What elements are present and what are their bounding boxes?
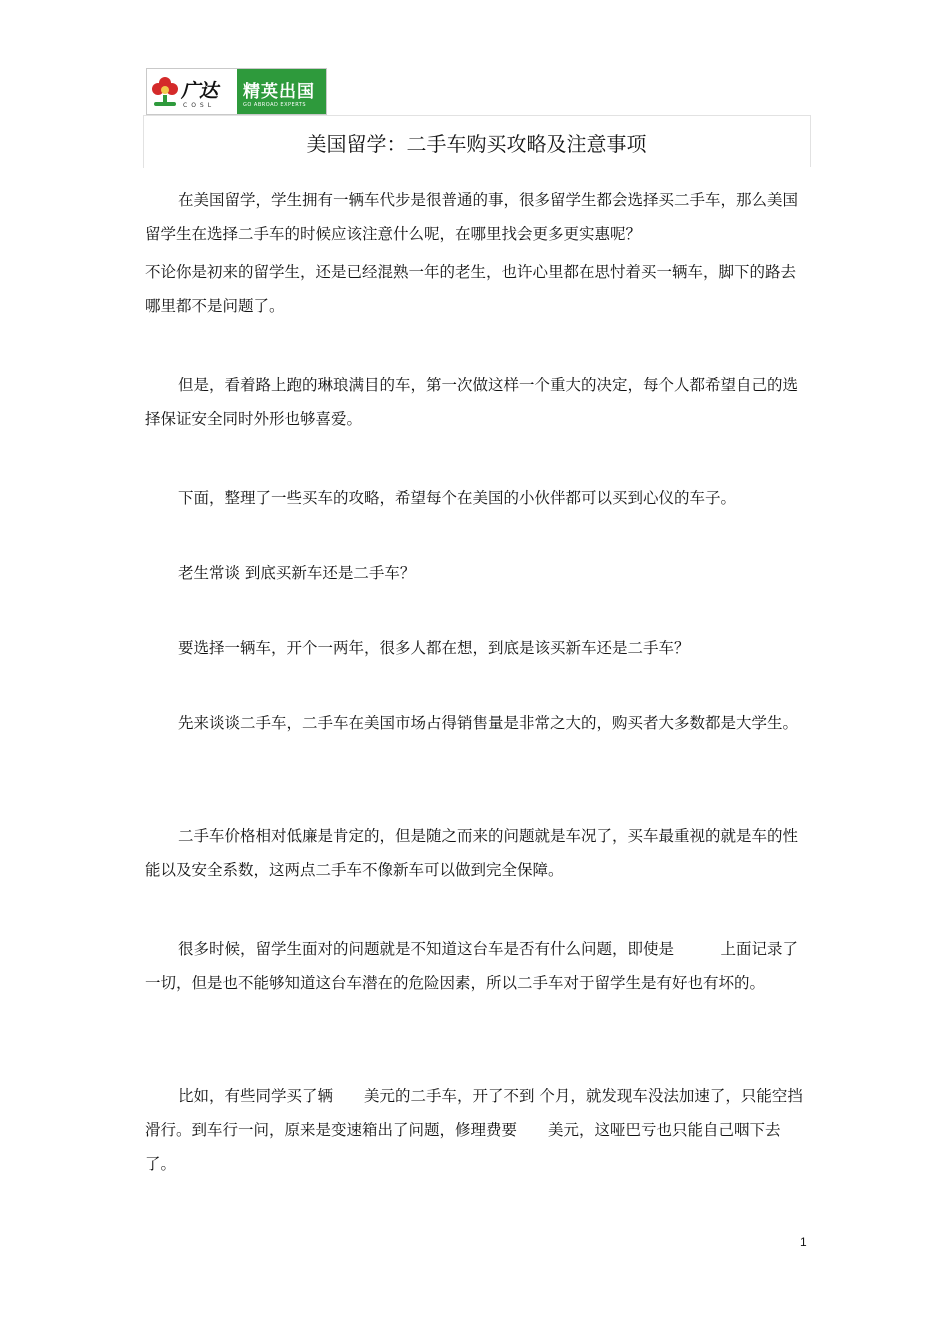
logo-name-cn: 精英出国 — [243, 82, 315, 102]
paragraph-2: 不论你是初来的留学生，还是已经混熟一年的老生，也许心里都在思忖着买一辆车，脚下的路去哪里都不是问题了。 — [145, 263, 797, 315]
section-heading: 老生常谈 到底买新车还是二手车？ — [178, 564, 416, 582]
logo-brand-sub: COSL — [183, 102, 216, 109]
paragraph-6: 先来谈谈二手车，二手车在美国市场占得销售量是非常之大的，购买者大多数都是大学生。 — [178, 714, 799, 732]
document-title: 美国留学：二手车购买攻略及注意事项 — [306, 132, 647, 156]
title-box — [143, 115, 811, 167]
paragraph-7: 二手车价格相对低廉是肯定的，但是随之而来的问题就是车况了，买车最重视的就是车的性能以及安全系数，这两点二手车不像新车可以做到完全保障。 — [145, 827, 799, 879]
paragraph-3: 但是，看着路上跑的琳琅满目的车，第一次做这样一个重大的决定，每个人都希望自己的选择保证安全同时外形也够喜爱。 — [145, 376, 799, 428]
logo-brand-area — [147, 69, 237, 114]
paragraph-9: 比如，有些同学买了辆 美元的二手车，开了不到 个月，就发现车没法加速了，只能空挡滑行。到车行一问，原来是变速箱出了问题，修理费要 美元，这哑巴亏也只能自己咽下去了。 — [145, 1087, 803, 1173]
flower-logo-icon — [150, 74, 180, 110]
logo-brand-text: 广达 — [181, 80, 218, 102]
paragraph-8: 很多时候，留学生面对的问题就是不知道这台车是否有什么问题，即使是 上面记录了一切，但是也不能够知道这台车潜在的危险因素，所以二手车对于留学生是有好也有坏的。 — [145, 940, 799, 992]
logo-name-en: GO ABROAD EXPERTS — [243, 102, 307, 108]
paragraph-5: 要选择一辆车，开个一两年，很多人都在想，到底是该买新车还是二手车？ — [178, 639, 690, 657]
paragraph-4: 下面，整理了一些买车的攻略，希望每个在美国的小伙伴都可以买到心仪的车子。 — [178, 489, 737, 507]
logo-name-area — [237, 69, 326, 114]
company-logo — [146, 68, 327, 115]
page-number: 1 — [800, 1235, 807, 1249]
paragraph-1: 在美国留学，学生拥有一辆车代步是很普通的事，很多留学生都会选择买二手车，那么美国留学生在选择二手车的时候应该注意什么呢，在哪里找会更多更实惠呢？ — [145, 191, 799, 243]
